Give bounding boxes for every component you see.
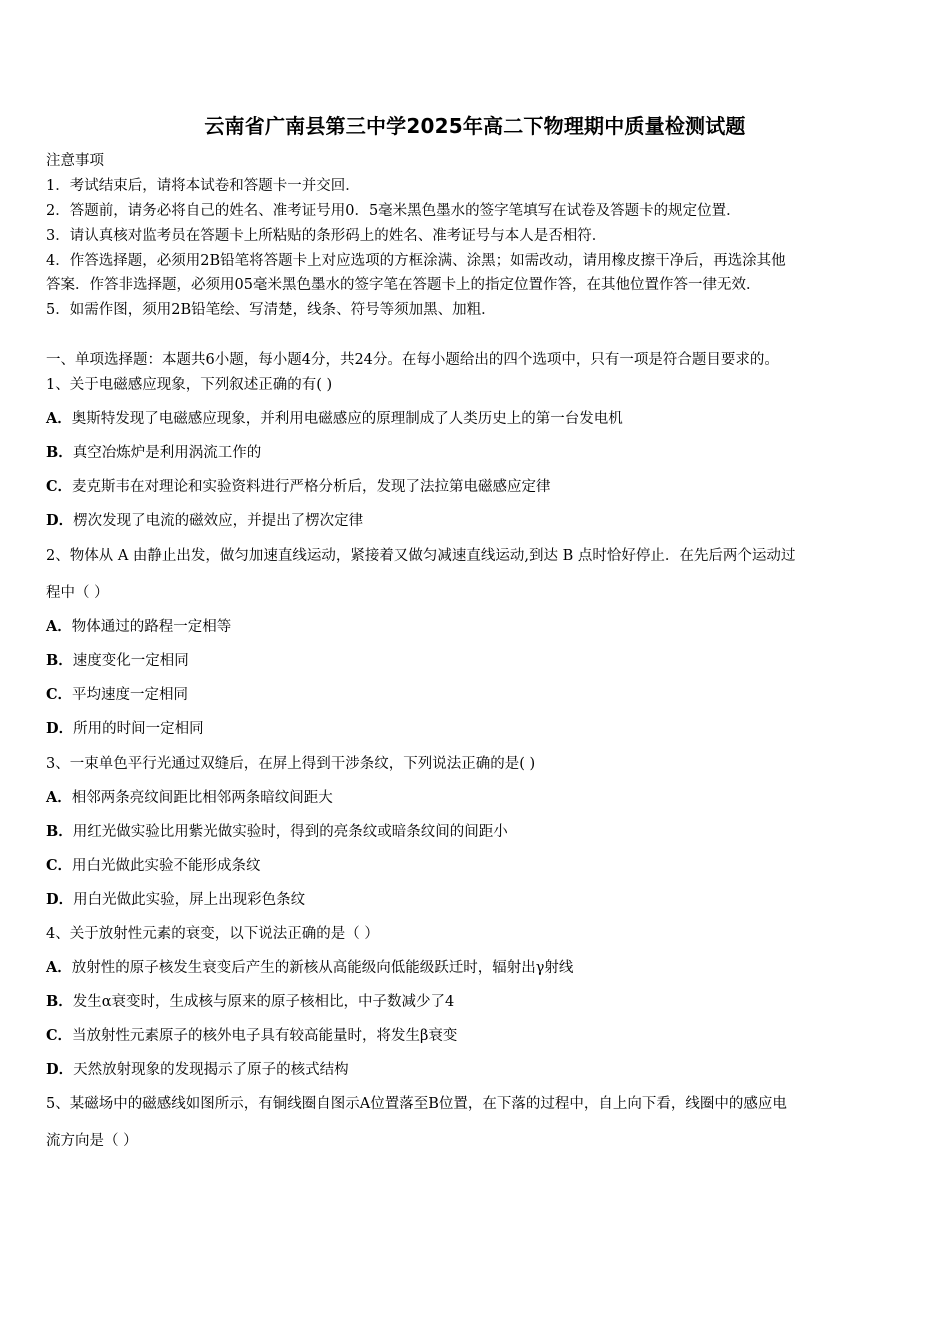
option-text: 真空冶炼炉是利用涡流工作的 [72,445,262,461]
option-text: 用白光做此实验不能形成条纹 [72,858,261,874]
question-4-option-c [46,1025,916,1047]
option-letter: D． [46,1061,74,1078]
question-2-option-a [46,616,916,638]
option-letter: C． [46,686,73,703]
notice-item: 答案．作答非选择题，必须用05毫米黑色墨水的签字笔在答题卡上的指定位置作答，在其他位置作答一律无效． [46,277,761,293]
notice-item: 5．如需作图，须用2B铅笔绘、写清楚，线条、符号等须加黑、加粗． [46,302,496,318]
question-1-option-d [46,510,916,532]
question-4-option-a [46,957,916,979]
option-text: 用红光做实验比用紫光做实验时，得到的亮条纹或暗条纹间的间距小 [72,824,508,840]
section-heading: 一、单项选择题：本题共6小题，每小题4分，共24分。在每小题给出的四个选项中，只有一项是符合题目要求的。 [46,352,779,368]
option-text: 当放射性元素原子的核外电子具有较高能量时，将发生β衰变 [72,1028,458,1044]
question-4-stem: 4、关于放射性元素的衰变，以下说法正确的是（ ） [46,926,379,942]
option-letter: D． [46,720,74,737]
question-2-stem-cont: 程中（ ） [46,585,109,601]
option-text: 用白光做此实验，屏上出现彩色条纹 [73,892,306,908]
option-text: 放射性的原子核发生衰变后产生的新核从高能级向低能级跃迁时，辐射出γ射线 [71,960,574,976]
option-text: 麦克斯韦在对理论和实验资料进行严格分析后，发现了法拉第电磁感应定律 [72,479,551,495]
option-text: 发生α衰变时，生成核与原来的原子核相比，中子数减少了4 [72,994,455,1010]
option-text: 所用的时间一定相同 [73,721,204,737]
option-text: 平均速度一定相同 [72,687,189,703]
question-2-option-b [46,650,916,672]
option-letter: B． [46,444,73,461]
question-3-option-c [46,855,916,877]
question-1-option-a [46,408,916,430]
option-text: 物体通过的路程一定相等 [71,619,232,635]
question-1-option-c [46,476,916,498]
question-2-stem: 2、物体从 A 由静止出发，做匀加速直线运动，紧接着又做匀减速直线运动,到达 B 点时恰好停止．在先后两个运动过 [46,548,796,564]
question-2-option-c [46,684,916,706]
option-letter: C． [46,478,73,495]
question-3-option-a [46,787,916,809]
question-1-stem: 1、关于电磁感应现象，下列叙述正确的有( ) [46,377,333,393]
option-letter: B． [46,823,73,840]
question-5-stem-cont: 流方向是（ ） [46,1133,138,1149]
option-letter: C． [46,857,73,874]
notice-item: 3．请认真核对监考员在答题卡上所粘贴的条形码上的姓名、准考证号与本人是否相符． [46,228,607,244]
notice-item: 2．答题前，请务必将自己的姓名、准考证号用0．5毫米黑色墨水的签字笔填写在试卷及答题卡的规定位置． [46,203,741,219]
option-letter: A． [46,959,72,976]
question-3-option-d [46,889,916,911]
option-letter: C． [46,1027,73,1044]
notice-item: 1．考试结束后，请将本试卷和答题卡一并交回． [46,178,360,194]
option-letter: D． [46,512,74,529]
page-title: 云南省广南县第三中学2025年高二下物理期中质量检测试题 [204,114,746,138]
question-4-option-d [46,1059,916,1081]
option-text: 天然放射现象的发现揭示了原子的核式结构 [73,1062,349,1078]
option-text: 楞次发现了电流的磁效应，并提出了楞次定律 [73,513,364,529]
option-letter: B． [46,652,73,669]
question-3-option-b [46,821,916,843]
question-4-option-b [46,991,916,1013]
option-text: 相邻两条亮纹间距比相邻两条暗纹间距大 [71,790,333,806]
option-letter: A． [46,789,72,806]
notice-heading: 注意事项 [46,153,104,169]
option-letter: D． [46,891,74,908]
option-letter: B． [46,993,73,1010]
question-5-stem: 5、某磁场中的磁感线如图所示，有铜线圈自图示A位置落至B位置，在下落的过程中，自上向下看，线圈中的感应电 [46,1096,787,1112]
question-1-option-b [46,442,916,464]
notice-item: 4．作答选择题，必须用2B铅笔将答题卡上对应选项的方框涂满、涂黑；如需改动，请用橡皮擦干净后，再选涂其他 [46,253,786,269]
question-2-option-d [46,718,916,740]
option-text: 速度变化一定相同 [72,653,189,669]
option-letter: A． [46,618,72,635]
question-3-stem: 3、一束单色平行光通过双缝后，在屏上得到干涉条纹，下列说法正确的是( ) [46,756,536,772]
option-letter: A． [46,410,72,427]
option-text: 奥斯特发现了电磁感应现象，并利用电磁感应的原理制成了人类历史上的第一台发电机 [71,411,623,427]
